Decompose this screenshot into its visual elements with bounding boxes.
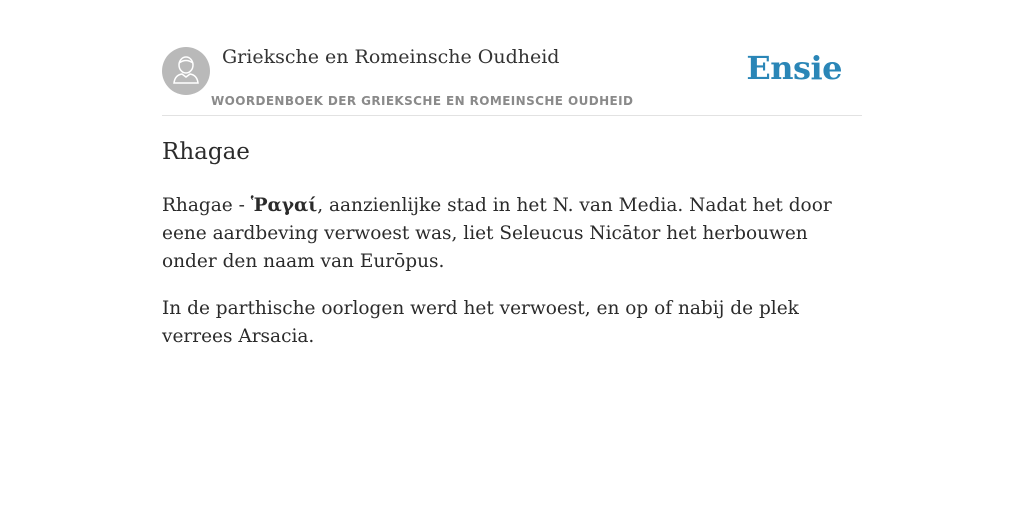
user-icon bbox=[162, 47, 210, 95]
source-header bbox=[162, 0, 862, 116]
brand-logo[interactable]: Ensie bbox=[746, 49, 842, 87]
entry-text: , aanzienlijke stad in het N. van Media. Nadat het door eene aardbeving verwoest was, liet Seleucus Nicātor het herbouwen onder den naam van Eurōpus. bbox=[162, 195, 832, 272]
entry-paragraph: In de parthische oorlogen werd het verwoest, en op of nabij de plek verrees Arsacia. bbox=[162, 298, 799, 347]
greek-term: Ῥαγαί bbox=[250, 195, 318, 216]
source-title[interactable]: Grieksche en Romeinsche Oudheid bbox=[222, 46, 560, 68]
entry-paragraph bbox=[162, 192, 862, 276]
entry-body bbox=[162, 192, 862, 370]
avatar[interactable] bbox=[162, 47, 210, 95]
entry-lead: Rhagae - bbox=[162, 195, 251, 216]
entry-title: Rhagae bbox=[162, 139, 250, 165]
source-subtitle: WOORDENBOEK DER GRIEKSCHE EN ROMEINSCHE OUDHEID bbox=[211, 94, 634, 108]
page bbox=[162, 0, 862, 347]
